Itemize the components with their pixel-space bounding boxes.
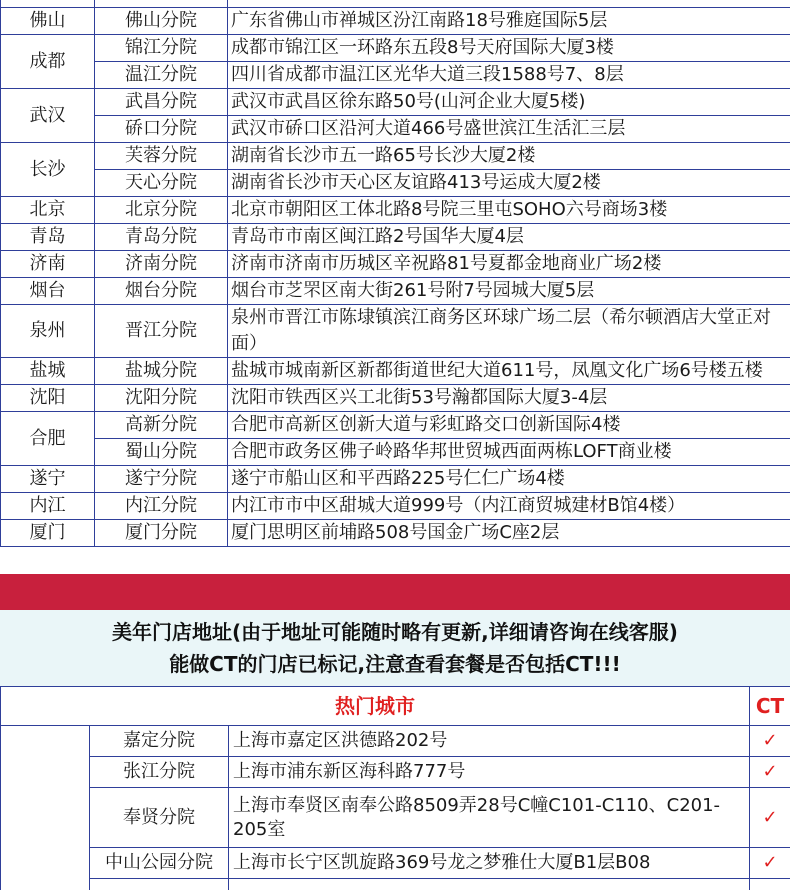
branch-name-cell: 硚口分院 [95, 116, 228, 143]
city-cell: 合肥 [1, 412, 95, 466]
table-row [1, 8, 790, 35]
notice-line-2: 能做CT的门店已标记,注意查看套餐是否包括CT!!! [169, 652, 621, 676]
branch-name-cell: 锦江分院 [95, 35, 228, 62]
table-row [1, 879, 790, 890]
table-row [1, 848, 790, 879]
table-row [1, 197, 790, 224]
meinian-notice [0, 610, 790, 686]
branch-name-cell: 遂宁分院 [95, 466, 228, 493]
table-row [1, 62, 790, 89]
branch-name-cell: 盐城分院 [95, 358, 228, 385]
address-cell: 北京市朝阳区工体北路8号院三里屯SOHO六号商场3楼 [228, 197, 790, 224]
branch-name-cell: 天心分院 [95, 170, 228, 197]
branch-name-cell: 高新分院 [95, 412, 228, 439]
address-cell: 上海市浦东新区海科路777号 [229, 757, 750, 788]
address-cell: 四川省成都市温江区光华大道三段1588号7、8层 [228, 62, 790, 89]
address-cell: 广东省佛山市禅城区汾江南路18号雅庭国际5层 [228, 8, 790, 35]
ct-check-icon: ✓ [750, 848, 790, 879]
meinian-section [0, 610, 790, 890]
branch-name-cell: 武昌分院 [95, 89, 228, 116]
table-row [1, 0, 790, 8]
ct-check-icon: ✓ [750, 788, 790, 848]
ct-check-icon: ✓ [750, 726, 790, 757]
city-cell [1, 726, 90, 890]
address-cell: 盐城市城南新区新都街道世纪大道611号，凤凰文化广场6号楼五楼 [228, 358, 790, 385]
meinian-store-table [0, 686, 790, 890]
branch-name-cell: 温江分院 [95, 62, 228, 89]
address-cell: 青岛市市南区闽江路2号国华大厦4层 [228, 224, 790, 251]
table-row [1, 726, 790, 757]
address-cell: 内江市市中区甜城大道999号（内江商贸城建材B馆4楼） [228, 493, 790, 520]
table-row [1, 224, 790, 251]
table-row [1, 35, 790, 62]
ct-check-icon: ✓ [750, 757, 790, 788]
address-cell: 成都市锦江区一环路东五段8号天府国际大厦3楼 [228, 35, 790, 62]
address-cell: 烟台市芝罘区南大街261号附7号园城大厦5层 [228, 278, 790, 305]
table-row [1, 466, 790, 493]
address-cell: 合肥市高新区创新大道与彩虹路交口创新国际4楼 [228, 412, 790, 439]
branch-name-cell: 嘉定分院 [90, 726, 229, 757]
branch-name-cell: 奉贤分院 [90, 788, 229, 848]
address-cell [228, 0, 790, 8]
branch-name-cell: 北京分院 [95, 197, 228, 224]
table-row [1, 439, 790, 466]
branch-name-cell: 芙蓉分院 [95, 143, 228, 170]
table-row [1, 278, 790, 305]
address-cell: 上海市长宁区凯旋路369号龙之梦雅仕大厦B1层B08 [229, 848, 750, 879]
city-cell: 烟台 [1, 278, 95, 305]
table-row [1, 520, 790, 547]
branch-name-cell: 蜀山分院 [95, 439, 228, 466]
address-cell: 合肥市政务区佛子岭路华邦世贸城西面两栋LOFT商业楼 [228, 439, 790, 466]
city-cell: 沈阳 [1, 385, 95, 412]
branch-name-cell: 佛山分院 [95, 8, 228, 35]
city-cell [1, 0, 95, 8]
city-cell: 成都 [1, 35, 95, 89]
hot-cities-header: 热门城市 [1, 687, 750, 726]
city-cell: 遂宁 [1, 466, 95, 493]
address-cell: 湖南省长沙市天心区友谊路413号运成大厦2楼 [228, 170, 790, 197]
address-cell [229, 879, 750, 890]
branch-name-cell: 中山公园分院 [90, 848, 229, 879]
city-cell: 北京 [1, 197, 95, 224]
table-row [1, 305, 790, 358]
city-cell: 盐城 [1, 358, 95, 385]
branch-name-cell: 张江分院 [90, 757, 229, 788]
table-row [1, 143, 790, 170]
branch-name-cell: 内江分院 [95, 493, 228, 520]
branch-name-cell [95, 0, 228, 8]
section-divider-band [0, 574, 790, 610]
city-cell: 青岛 [1, 224, 95, 251]
branch-name-cell: 济南分院 [95, 251, 228, 278]
notice-line-1: 美年门店地址(由于地址可能随时略有更新,详细请咨询在线客服) [112, 620, 678, 644]
city-cell: 内江 [1, 493, 95, 520]
address-cell: 武汉市武昌区徐东路50号(山河企业大厦5楼) [228, 89, 790, 116]
branch-name-cell: 厦门分院 [95, 520, 228, 547]
address-cell: 遂宁市船山区和平西路225号仁仁广场4楼 [228, 466, 790, 493]
table-row [1, 251, 790, 278]
address-cell: 湖南省长沙市五一路65号长沙大厦2楼 [228, 143, 790, 170]
table-row [1, 412, 790, 439]
table-row [1, 116, 790, 143]
table-row [1, 170, 790, 197]
table-row [1, 757, 790, 788]
branch-name-cell: 烟台分院 [95, 278, 228, 305]
branch-name-cell: 沈阳分院 [95, 385, 228, 412]
table-header-row [1, 687, 790, 726]
address-cell: 上海市奉贤区南奉公路8509弄28号C幢C101-C110、C201-205室 [229, 788, 750, 848]
city-cell: 泉州 [1, 305, 95, 358]
branch-name-cell [90, 879, 229, 890]
address-cell: 上海市嘉定区洪德路202号 [229, 726, 750, 757]
city-cell: 佛山 [1, 8, 95, 35]
address-cell: 厦门思明区前埔路508号国金广场C座2层 [228, 520, 790, 547]
table-row [1, 358, 790, 385]
address-cell: 武汉市硚口区沿河大道466号盛世滨江生活汇三层 [228, 116, 790, 143]
table-row [1, 493, 790, 520]
address-cell: 济南市济南市历城区辛祝路81号夏都金地商业广场2楼 [228, 251, 790, 278]
branch-name-cell: 青岛分院 [95, 224, 228, 251]
branch-name-cell: 晋江分院 [95, 305, 228, 358]
table-row [1, 89, 790, 116]
city-cell: 长沙 [1, 143, 95, 197]
city-cell: 武汉 [1, 89, 95, 143]
city-cell: 厦门 [1, 520, 95, 547]
ct-check-icon [750, 879, 790, 890]
city-cell: 济南 [1, 251, 95, 278]
table-row [1, 788, 790, 848]
ct-column-header: CT [750, 687, 790, 726]
address-cell: 沈阳市铁西区兴工北街53号瀚都国际大厦3-4层 [228, 385, 790, 412]
table-row [1, 385, 790, 412]
address-cell: 泉州市晋江市陈埭镇滨江商务区环球广场二层（希尔顿酒店大堂正对面） [228, 305, 790, 358]
